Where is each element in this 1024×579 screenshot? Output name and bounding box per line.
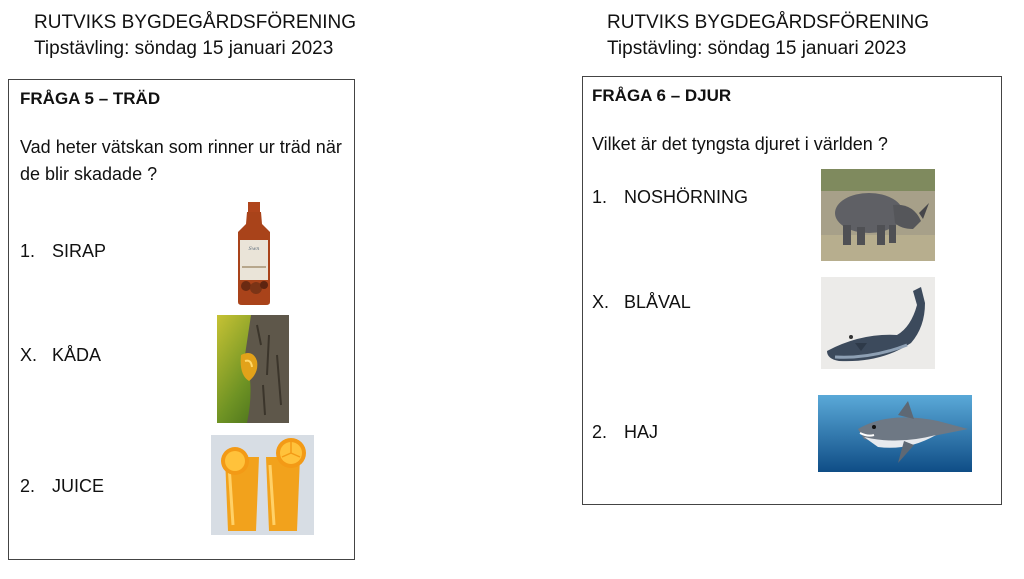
right-club-name: RUTVIKS BYGDEGÅRDSFÖRENING — [607, 12, 929, 33]
blue-whale-image — [821, 277, 935, 369]
right-option-x — [592, 292, 691, 313]
right-quiz-date: Tipstävling: söndag 15 januari 2023 — [607, 38, 907, 59]
svg-text:Swn: Swn — [248, 246, 260, 252]
right-option-2-label: HAJ — [624, 422, 659, 442]
left-club-name: RUTVIKS BYGDEGÅRDSFÖRENING — [34, 12, 356, 33]
right-header — [607, 10, 929, 62]
right-option-1-key: 1. — [592, 187, 608, 207]
shark-image — [818, 395, 972, 472]
left-option-2-label: JUICE — [52, 476, 105, 496]
left-option-2-key: 2. — [20, 476, 36, 496]
rhino-image — [821, 169, 935, 261]
right-option-x-label: BLÅVAL — [624, 292, 691, 312]
left-option-x-label: KÅDA — [52, 345, 102, 365]
right-option-2 — [592, 422, 658, 443]
right-option-2-key: 2. — [592, 422, 608, 442]
right-question-text: Vilket är det tyngsta djuret i världen ? — [592, 134, 888, 154]
right-option-1-label: NOSHÖRNING — [624, 187, 749, 207]
left-question-title: FRÅGA 5 – TRÄD — [20, 89, 161, 108]
left-option-1 — [20, 241, 106, 262]
tree-resin-image — [217, 315, 289, 423]
left-question-text: Vad heter vätskan som rinner ur träd när de blir skadade ? — [20, 137, 342, 184]
orange-juice-image — [211, 435, 314, 535]
left-option-x-key: X. — [20, 345, 38, 365]
left-option-2 — [20, 476, 104, 497]
left-option-x — [20, 345, 101, 366]
left-question-card — [8, 79, 355, 560]
right-option-x-key: X. — [592, 292, 610, 312]
right-question-card — [582, 76, 1002, 505]
syrup-bottle-image — [234, 202, 274, 305]
left-option-1-key: 1. — [20, 241, 36, 261]
left-quiz-date: Tipstävling: söndag 15 januari 2023 — [34, 38, 334, 59]
left-option-1-label: SIRAP — [52, 241, 107, 261]
right-option-1 — [592, 187, 748, 208]
right-question-title: FRÅGA 6 – DJUR — [592, 86, 732, 105]
left-header — [34, 10, 356, 62]
